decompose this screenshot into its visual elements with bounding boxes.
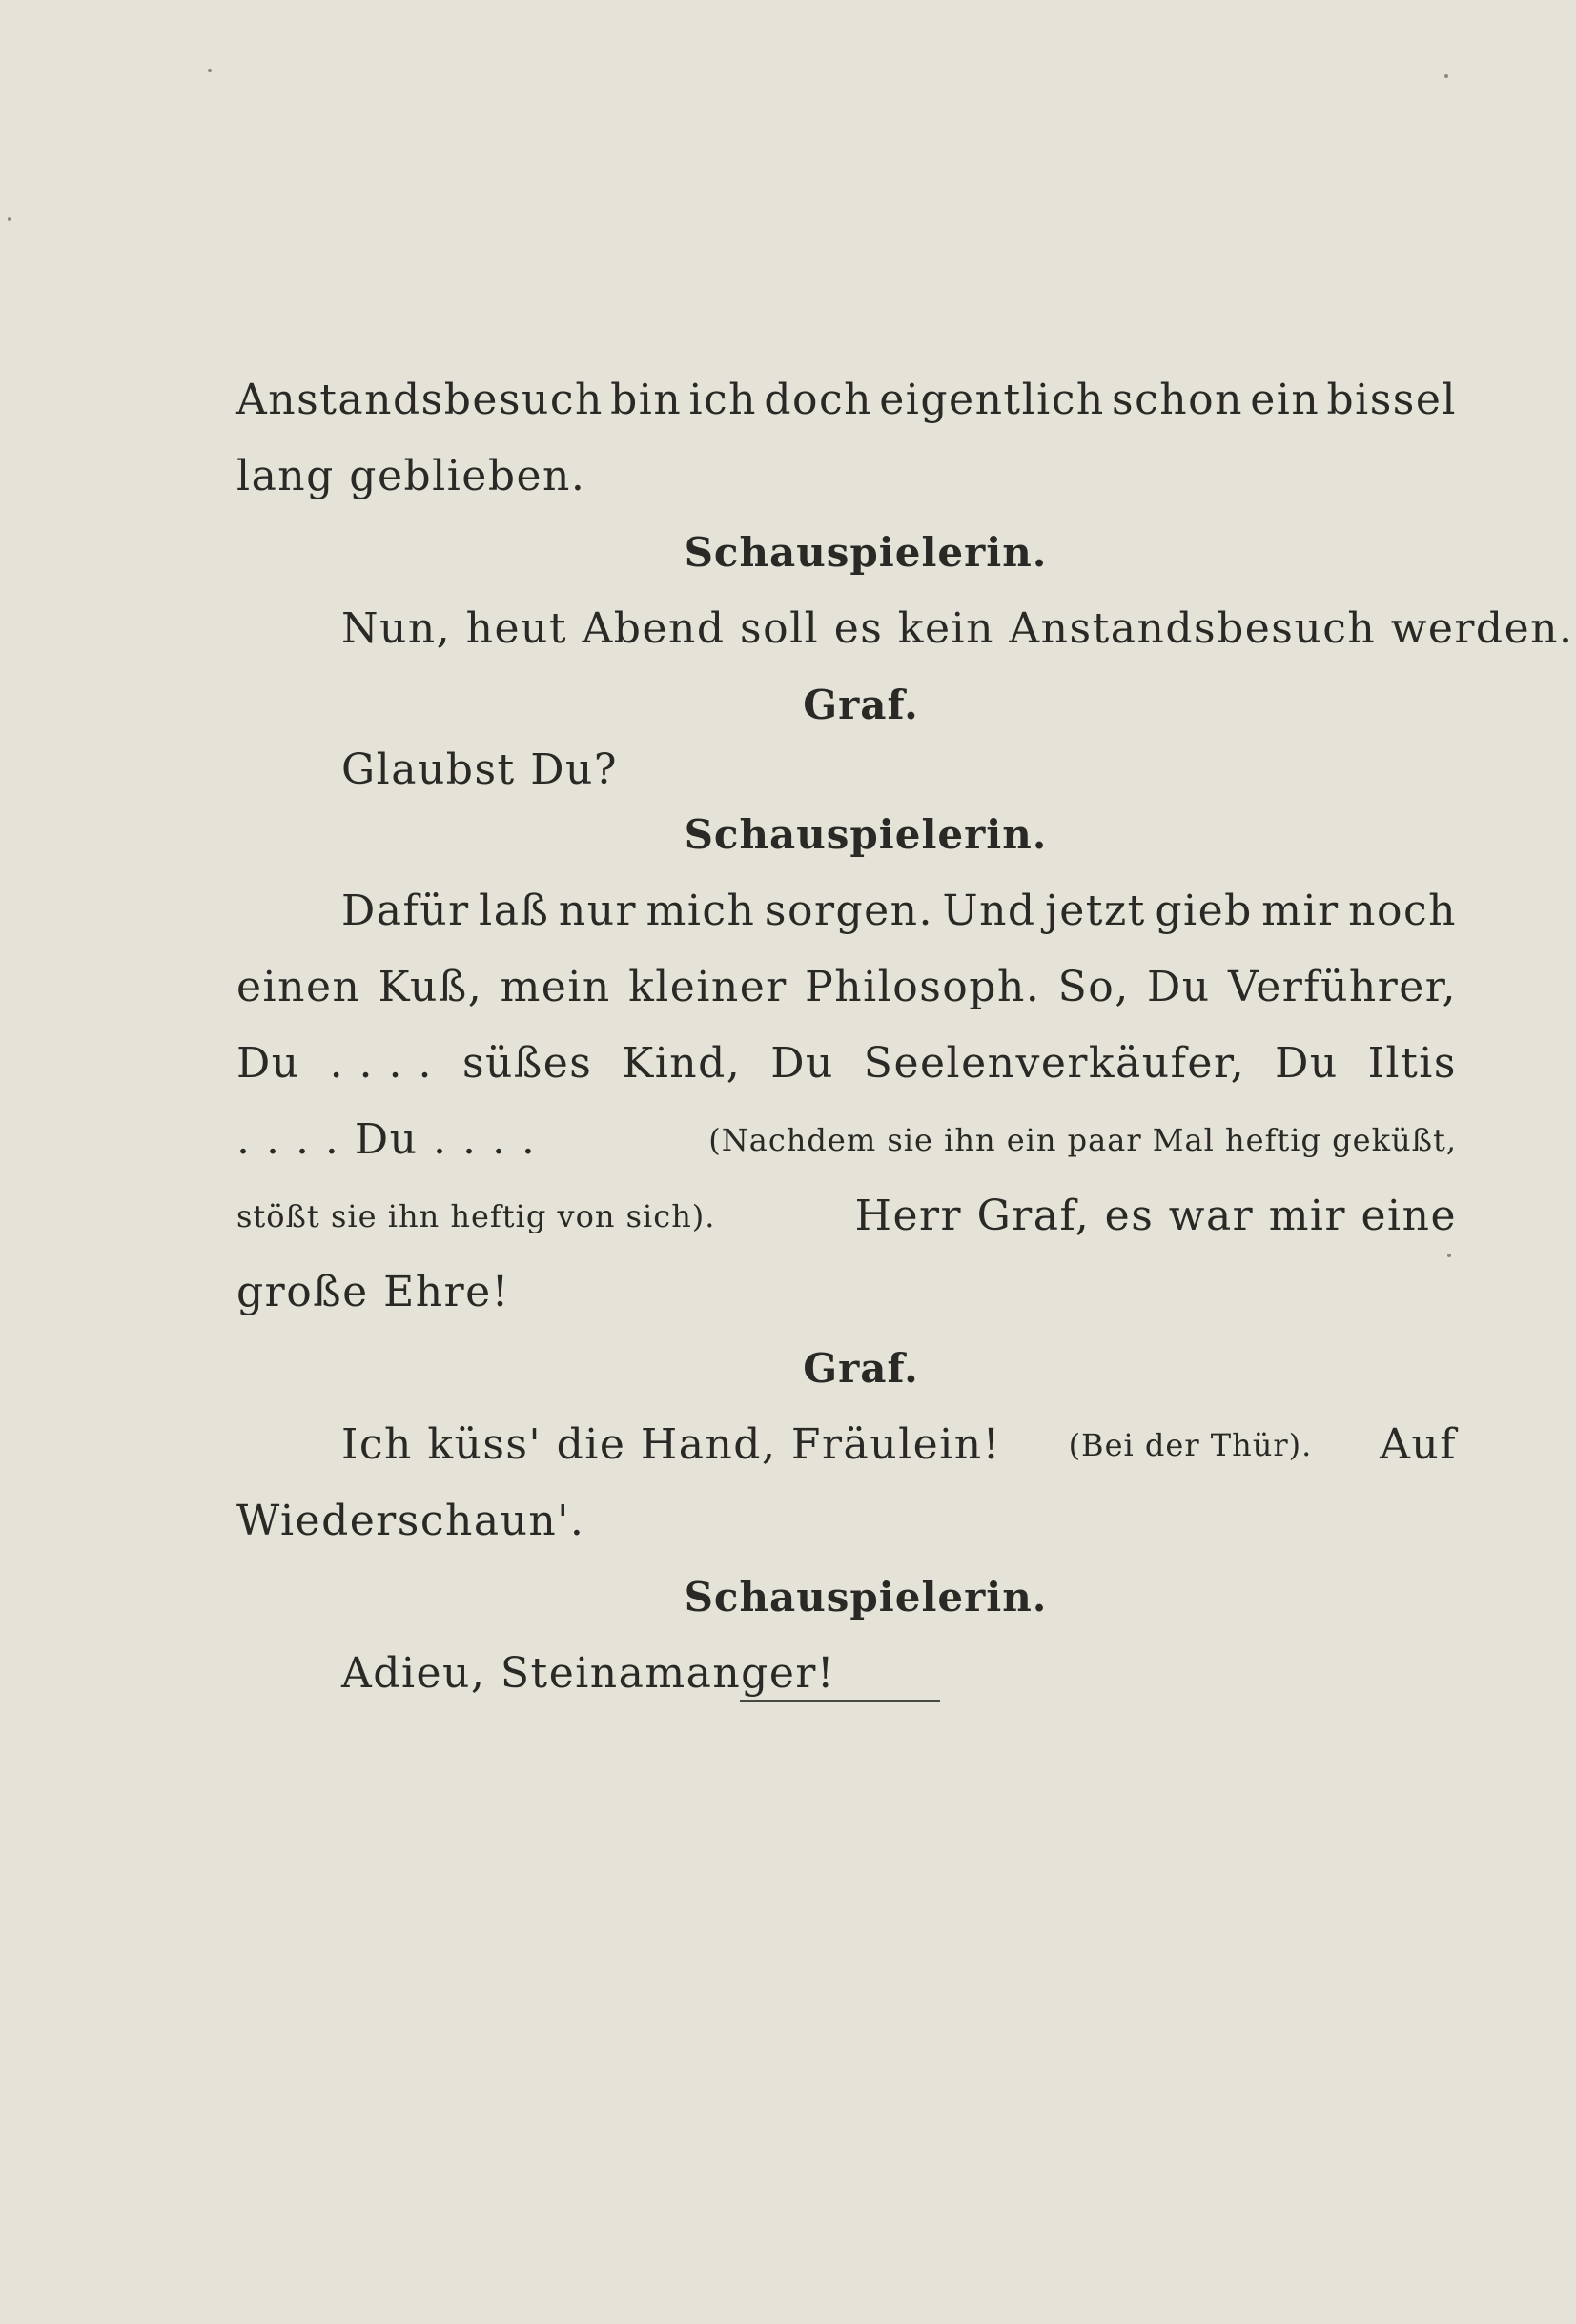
word: kleiner xyxy=(628,963,788,1011)
speaker-name: Graf. xyxy=(803,682,919,728)
word: mir xyxy=(1261,887,1340,935)
text-line: große Ehre! xyxy=(236,1268,510,1316)
word: eigentlich xyxy=(879,376,1105,424)
word: Du xyxy=(770,1039,834,1088)
text-line: lang geblieben. xyxy=(236,452,586,500)
word: nur xyxy=(558,887,638,935)
speaker-name: Schauspielerin. xyxy=(684,1574,1048,1621)
play-text xyxy=(236,362,1574,1712)
word: Du xyxy=(236,1039,300,1088)
word: Iltis xyxy=(1367,1039,1457,1088)
paper-speck xyxy=(8,217,11,221)
word: noch xyxy=(1348,887,1457,935)
word: Auf xyxy=(1380,1420,1457,1469)
text-line xyxy=(236,873,1457,949)
word: So, xyxy=(1057,963,1130,1011)
text-segment: . . . . Du . . . . xyxy=(236,1115,537,1164)
word: bin xyxy=(610,376,683,424)
word: Philosoph. xyxy=(805,963,1041,1011)
word: Kind, xyxy=(622,1039,742,1088)
word: süßes xyxy=(461,1039,593,1088)
text-line xyxy=(236,949,1457,1026)
word: ein xyxy=(1250,376,1320,424)
text-line: Wiederschaun'. xyxy=(236,1497,585,1545)
end-rule xyxy=(740,1700,940,1702)
stage-direction: (Bei der Thür). xyxy=(1068,1427,1313,1463)
word: Dafür xyxy=(341,887,470,935)
word: Kuß, xyxy=(378,963,483,1011)
word: laß xyxy=(479,887,550,935)
word: Und xyxy=(942,887,1036,935)
word: schon xyxy=(1112,376,1243,424)
text-segment: Herr Graf, es war mir eine xyxy=(854,1192,1457,1240)
word: bissel xyxy=(1326,376,1457,424)
word: mich xyxy=(645,887,756,935)
text-line: Nun, heut Abend soll es kein Anstandsbesuch werden. xyxy=(341,604,1574,653)
paper-speck xyxy=(208,69,212,72)
stage-direction: stößt sie ihn heftig von sich). xyxy=(236,1198,716,1234)
speaker-name: Graf. xyxy=(803,1345,919,1392)
word: mein xyxy=(500,963,611,1011)
word: gieb xyxy=(1155,887,1253,935)
text-segment: Ich küss' die Hand, Fräulein! xyxy=(341,1420,1001,1469)
text-line xyxy=(236,1178,1457,1254)
text-line xyxy=(236,1407,1457,1483)
text-line xyxy=(236,1102,1457,1178)
stage-direction: (Nachdem sie ihn ein paar Mal heftig geküßt, xyxy=(708,1122,1457,1158)
word: sorgen. xyxy=(764,887,934,935)
word: Anstandsbesuch xyxy=(236,376,604,424)
word: Du xyxy=(1275,1039,1339,1088)
word: Verführer, xyxy=(1227,963,1457,1011)
paper-speck xyxy=(1444,74,1448,78)
word: Seelenverkäufer, xyxy=(863,1039,1246,1088)
text-line: Adieu, Steinamanger! xyxy=(341,1649,836,1698)
word: doch xyxy=(764,376,872,424)
word: ich xyxy=(688,376,758,424)
ellipsis: . . . . xyxy=(329,1039,433,1088)
speaker-name: Schauspielerin. xyxy=(684,529,1048,576)
word: jetzt xyxy=(1045,887,1146,935)
text-line xyxy=(236,1026,1457,1102)
word: einen xyxy=(236,963,361,1011)
text-line: Glaubst Du? xyxy=(341,745,618,794)
text-line xyxy=(236,362,1457,438)
speaker-name: Schauspielerin. xyxy=(684,811,1048,858)
word: Du xyxy=(1147,963,1211,1011)
